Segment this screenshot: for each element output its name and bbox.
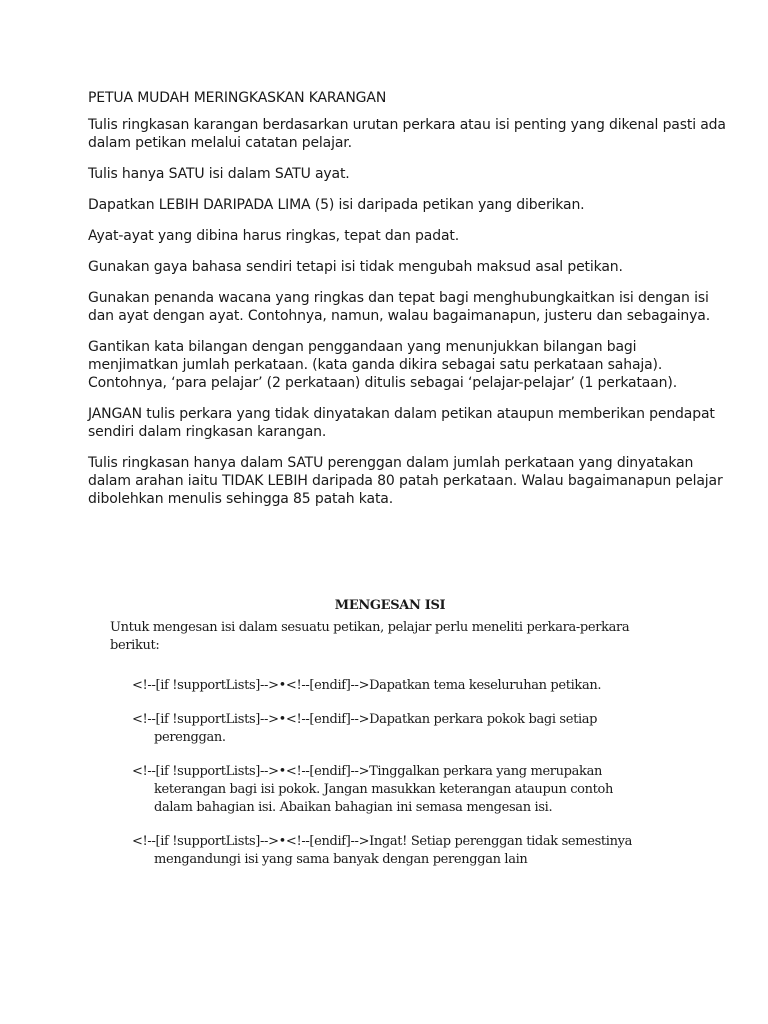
tip-paragraph: Tulis ringkasan hanya dalam SATU perenggan dalam jumlah perkataan yang dinyatakan dalam arahan iaitu TIDAK LEBIH daripada 80 patah perkataan. Walau bagaimanapun pelajar dibolehkan menulis sehingga 85 patah kata. [88, 455, 723, 507]
list-item: <!--[if !supportLists]-->•<!--[endif]-->Dapatkan tema keseluruhan petikan. [132, 678, 602, 693]
tip-paragraph: Gunakan penanda wacana yang ringkas dan tepat bagi menghubungkaitkan isi dengan isi dan ayat dengan ayat. Contohnya, namun, walau bagaimanapun, justeru dan sebagainya. [88, 290, 711, 324]
tips-section [88, 89, 728, 521]
tip-paragraph: Gunakan gaya bahasa sendiri tetapi isi tidak mengubah maksud asal petikan. [88, 259, 623, 275]
tip-paragraph: Dapatkan LEBIH DARIPADA LIMA (5) isi daripada petikan yang diberikan. [88, 197, 585, 213]
mengesan-isi-section [110, 597, 650, 885]
section-intro: Untuk mengesan isi dalam sesuatu petikan, pelajar perlu meneliti perkara-perkara berikut: [110, 620, 630, 653]
tip-paragraph: Tulis ringkasan karangan berdasarkan urutan perkara atau isi penting yang dikenal pasti ada dalam petikan melalui catatan pelajar. [88, 117, 726, 151]
document-title: PETUA MUDAH MERINGKASKAN KARANGAN [88, 90, 387, 106]
section-heading: MENGESAN ISI [334, 598, 446, 613]
list-item: <!--[if !supportLists]-->•<!--[endif]-->Ingat! Setiap perenggan tidak semestinya mengandungi isi yang sama banyak dengan perenggan lain [132, 834, 633, 867]
tip-paragraph: Gantikan kata bilangan dengan penggandaan yang menunjukkan bilangan bagi menjimatkan jumlah perkataan. (kata ganda dikira sebagai satu perkataan sahaja). Contohnya, ‘para pelajar’ (2 perkataan) ditulis sebagai ‘pelajar-pelajar’ (1 perkataan). [88, 339, 678, 391]
tip-paragraph: JANGAN tulis perkara yang tidak dinyatakan dalam petikan ataupun memberikan pendapat sendiri dalam ringkasan karangan. [88, 406, 715, 440]
tip-paragraph: Tulis hanya SATU isi dalam SATU ayat. [88, 166, 350, 182]
list-item: <!--[if !supportLists]-->•<!--[endif]-->Tinggalkan perkara yang merupakan keterangan bagi isi pokok. Jangan masukkan keterangan ataupun contoh dalam bahagian isi. Abaikan bahagian ini semasa mengesan isi. [132, 764, 614, 815]
tip-paragraph: Ayat-ayat yang dibina harus ringkas, tepat dan padat. [88, 228, 460, 244]
list-item: <!--[if !supportLists]-->•<!--[endif]-->Dapatkan perkara pokok bagi setiap perenggan. [132, 712, 598, 745]
